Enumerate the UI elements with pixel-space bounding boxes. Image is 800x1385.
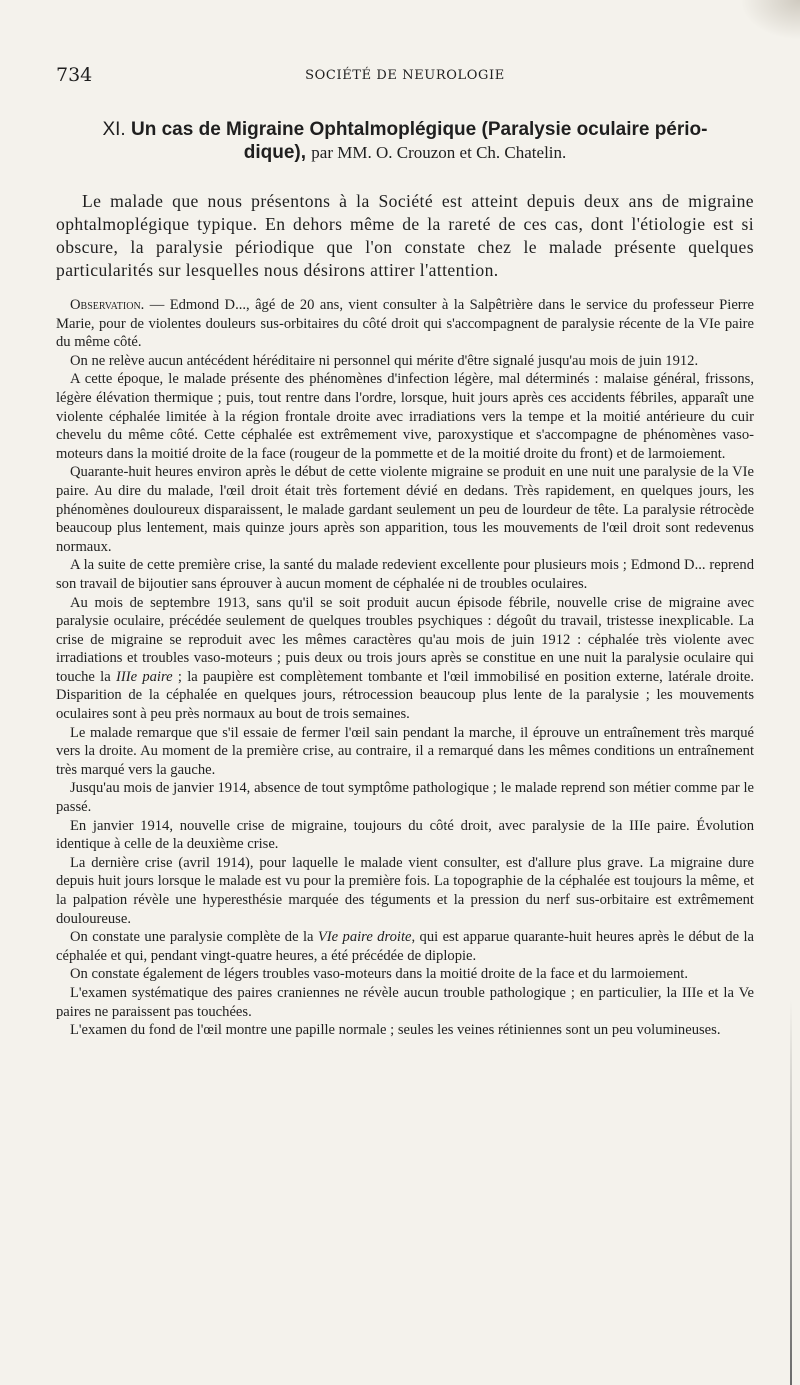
title-end: dique), — [243, 142, 307, 163]
journal-title: SOCIÉTÉ DE NEUROLOGIE — [305, 68, 505, 83]
paragraph: Le malade remarque que s'il essaie de fermer l'œil sain pendant la marche, il éprouve un entraînement très marqué vers la droite. Au moment de la première crise, au contraire, il a remarqué dans les mêmes conditions un entraînement très marqué vers la gauche. — [56, 724, 754, 778]
paragraph: Au mois de septembre 1913, sans qu'il se soit produit aucun épisode fébrile, nouvelle crise de migraine avec paralysie oculaire, précédée seulement de quelques troubles psychiques : dégoût du travail, tristesse inexplicable. La crise de migraine se reproduit avec les mêmes caractères qu'au mois de juin 1912 : céphalée très violente avec irradiations et troubles vaso-moteurs ; puis deux ou trois jours après se constitue en une nuit la paralysie oculaire qui touche la IIIe paire ; la paupière est complètement tombante et l'œil immobilisé en position externe, latérale droite. Disparition de la céphalée en quelques jours, rétrocession beaucoup plus lente de la paralysie ; les mouvements oculaires sont à peu près normaux au bout de trois semaines. — [56, 594, 755, 723]
page-edge-shadow — [790, 1000, 792, 1385]
paragraph: On constate également de légers troubles vaso-moteurs dans la moitié droite de la face et du larmoiement. — [70, 966, 688, 983]
article-number: XI. — [102, 119, 126, 140]
paragraph: En janvier 1914, nouvelle crise de migraine, toujours du côté droit, avec paralysie de la IIIe paire. Évolution identique à celle de la deuxième crise. — [56, 817, 754, 853]
page-number: 734 — [56, 64, 93, 86]
paragraph: On constate une paralysie complète de la VIe paire droite, qui est apparue quarante-huit heures après le début de la céphalée et qui, pendant vingt-quatre heures, a été précédée de diplopie. — [56, 929, 754, 964]
paragraph: On ne relève aucun antécédent héréditaire ni personnel qui mérite d'être signalé jusqu'au mois de juin 1912. — [70, 352, 699, 369]
observation-text — [56, 296, 754, 1040]
paragraph: L'examen systématique des paires craniennes ne révèle aucun trouble pathologique ; en particulier, la IIIe et la Ve paires ne paraissent pas touchées. — [56, 984, 754, 1020]
paragraph: La dernière crise (avril 1914), pour laquelle le malade vient consulter, est d'allure plus grave. La migraine dure depuis huit jours lorsque le malade est vu pour la première fois. La topographie de la céphalée est toujours la même, et la palpation révèle une hyperesthésie marquée des téguments et la pression du nerf sus-orbitaire est extrêmement douloureuse. — [56, 854, 754, 927]
title-main: Un cas de Migraine Ophtalmoplégique (Paralysie oculaire pério- — [131, 119, 708, 140]
paragraph: Observation. — Edmond D..., âgé de 20 ans, vient consulter à la Salpêtrière dans le service du professeur Pierre Marie, pour de violentes douleurs sus-orbitaires du côté droit qui s'accompagnent de paralysie récente de la VIe paire du même côté. — [56, 297, 754, 351]
intro-paragraph: Le malade que nous présentons à la Société est atteint depuis deux ans de migraine ophtalmoplégique typique. En dehors même de la rareté de ces cas, dont l'étiologie est si obscure, la paralysie périodique que l'on constate chez le malade présente quelques particularités sur lesquelles nous désirons attirer l'attention. — [56, 190, 754, 280]
observation-label: Observation. — [70, 297, 145, 313]
paper-stain — [740, 0, 800, 40]
article-title — [56, 118, 754, 164]
paragraph: Jusqu'au mois de janvier 1914, absence de tout symptôme pathologique ; le malade reprend son métier comme par le passé. — [56, 780, 754, 816]
paragraph: A cette époque, le malade présente des phénomènes d'infection légère, mal déterminés : malaise général, frissons, légère élévation thermique ; puis, tout rentre dans l'ordre, lorsque, huit jours après ces accidents fébriles, apparaît une violente céphalée limitée à la région frontale droite avec irradiations vers la tempe et la moitié antérieure du cuir chevelu du même côté. Cette céphalée est extrêmement vive, paroxystique et s'accompagne de phénomènes vaso-moteurs dans la moitié droite de la face (rougeur de la pommette et de la moitié droite du front) et de larmoiement. — [56, 371, 754, 462]
paragraph: A la suite de cette première crise, la santé du malade redevient excellente pour plusieurs mois ; Edmond D... reprend son travail de bijoutier sans éprouver à aucun moment de céphalée ni de troubles oculaires. — [56, 557, 754, 592]
byline: par MM. O. Crouzon et Ch. Chatelin. — [311, 143, 567, 162]
paragraph: L'examen du fond de l'œil montre une papille normale ; seules les veines rétiniennes sont un peu volumineuses. — [70, 1022, 721, 1039]
running-head — [56, 64, 754, 88]
paragraph: Quarante-huit heures environ après le début de cette violente migraine se produit en une nuit une paralysie de la VIe paire. Au dire du malade, l'œil droit était très fortement dévié en dedans. Très rapidement, en quelques jours, les phénomènes douloureux disparaissent, le malade gardant seulement un peu de lourdeur de tête. La paralysie rétrocède beaucoup plus lentement, mais quinze jours après son apparition, tous les mouvements de l'œil droit sont redevenus normaux. — [56, 464, 754, 555]
